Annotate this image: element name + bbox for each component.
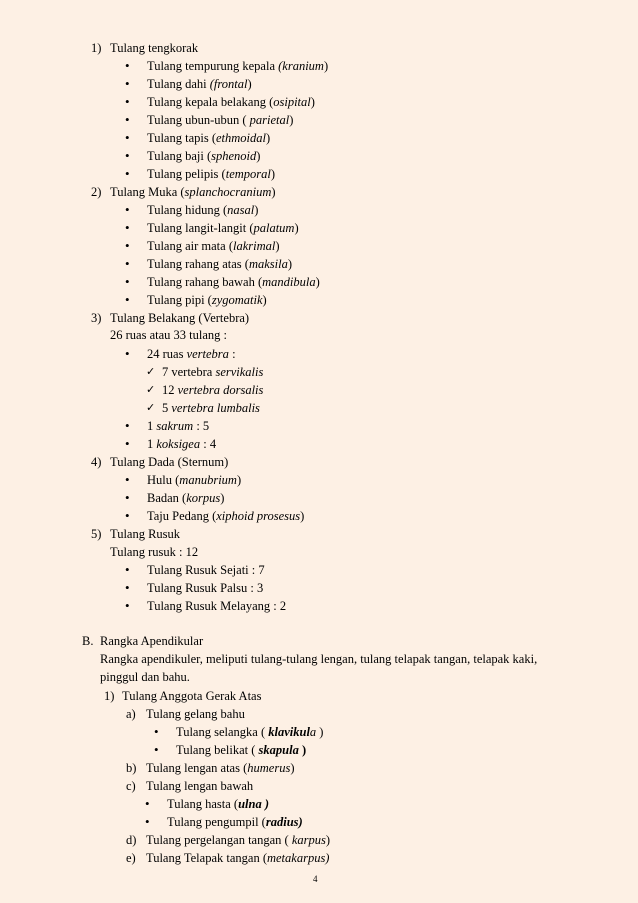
page-number: 4 <box>313 874 318 884</box>
list-item: • Tulang Rusuk Melayang : 2 <box>147 598 286 614</box>
list-item: • 24 ruas vertebra : <box>147 346 236 362</box>
list-item: • Tulang rahang bawah (mandibula) <box>147 274 320 290</box>
section-b-title: Rangka Apendikular <box>100 634 204 648</box>
item-title: Tulang lengan bawah <box>146 779 254 793</box>
list-item: • Tulang ubun-ubun ( parietal) <box>147 112 293 128</box>
section-5-number: 5) <box>91 527 102 541</box>
section-b-number: B. <box>82 634 94 648</box>
section-2-number: 2) <box>91 185 102 199</box>
item-letter: e) <box>126 851 136 865</box>
section-4-number: 4) <box>91 455 102 469</box>
list-item: • Tulang pipi (zygomatik) <box>147 292 267 308</box>
list-item: • Tulang hasta (ulna ) <box>167 796 269 812</box>
section-b-paragraph-line: pinggul dan bahu. <box>100 670 190 684</box>
item-letter: a) <box>126 707 136 721</box>
section-b-paragraph-line: Rangka apendikuler, meliputi tulang-tulang lengan, tulang telapak tangan, telapak kaki, <box>100 652 538 666</box>
list-item: • Tulang langit-langit (palatum) <box>147 220 299 236</box>
section-1-title: Tulang tengkorak <box>110 41 199 55</box>
list-item: • Taju Pedang (xiphoid prosesus) <box>147 508 304 524</box>
list-item: • Tulang Rusuk Sejati : 7 <box>147 562 265 578</box>
list-item: • Tulang kepala belakang (osipital) <box>147 94 315 110</box>
list-item: • Tulang hidung (nasal) <box>147 202 258 218</box>
section-3-subtitle: 26 ruas atau 33 tulang : <box>110 328 227 342</box>
subsection-title: Tulang Anggota Gerak Atas <box>122 689 262 703</box>
section-2-title: Tulang Muka (splanchocranium) <box>110 185 276 199</box>
list-item: • Tulang tapis (ethmoidal) <box>147 130 270 146</box>
item-text: Tulang lengan atas (humerus) <box>146 761 295 775</box>
check-item: ✓ 12 vertebra dorsalis <box>162 382 263 398</box>
item-text: Tulang pergelangan tangan ( karpus) <box>146 833 331 847</box>
list-item: • Tulang baji (sphenoid) <box>147 148 260 164</box>
list-item: • Hulu (manubrium) <box>147 472 241 488</box>
list-item: • Tulang selangka ( klavikula ) <box>176 724 323 740</box>
list-item: • Tulang Rusuk Palsu : 3 <box>147 580 263 596</box>
list-item: • Tulang tempurung kepala (kranium) <box>147 58 328 74</box>
subsection-number: 1) <box>104 689 115 703</box>
item-title: Tulang gelang bahu <box>146 707 245 721</box>
list-item: • 1 sakrum : 5 <box>147 418 209 434</box>
list-item: • Tulang pengumpil (radius) <box>167 814 303 830</box>
section-1-number: 1) <box>91 41 102 55</box>
list-item: • Tulang air mata (lakrimal) <box>147 238 280 254</box>
item-text: Tulang Telapak tangan (metakarpus) <box>146 851 330 865</box>
list-item: • 1 koksigea : 4 <box>147 436 216 452</box>
list-item: • Tulang dahi (frontal) <box>147 76 252 92</box>
section-5-subtitle: Tulang rusuk : 12 <box>110 545 199 559</box>
list-item: • Tulang pelipis (temporal) <box>147 166 275 182</box>
item-letter: c) <box>126 779 136 793</box>
section-5-title: Tulang Rusuk <box>110 527 181 541</box>
item-letter: b) <box>126 761 137 775</box>
list-item: • Tulang belikat ( skapula ) <box>176 742 306 758</box>
list-item: • Badan (korpus) <box>147 490 224 506</box>
check-item: ✓ 7 vertebra servikalis <box>162 364 263 380</box>
section-3-number: 3) <box>91 311 102 325</box>
check-item: ✓ 5 vertebra lumbalis <box>162 400 260 416</box>
section-4-title: Tulang Dada (Sternum) <box>110 455 229 469</box>
list-item: • Tulang rahang atas (maksila) <box>147 256 292 272</box>
item-letter: d) <box>126 833 137 847</box>
section-3-title: Tulang Belakang (Vertebra) <box>110 311 250 325</box>
